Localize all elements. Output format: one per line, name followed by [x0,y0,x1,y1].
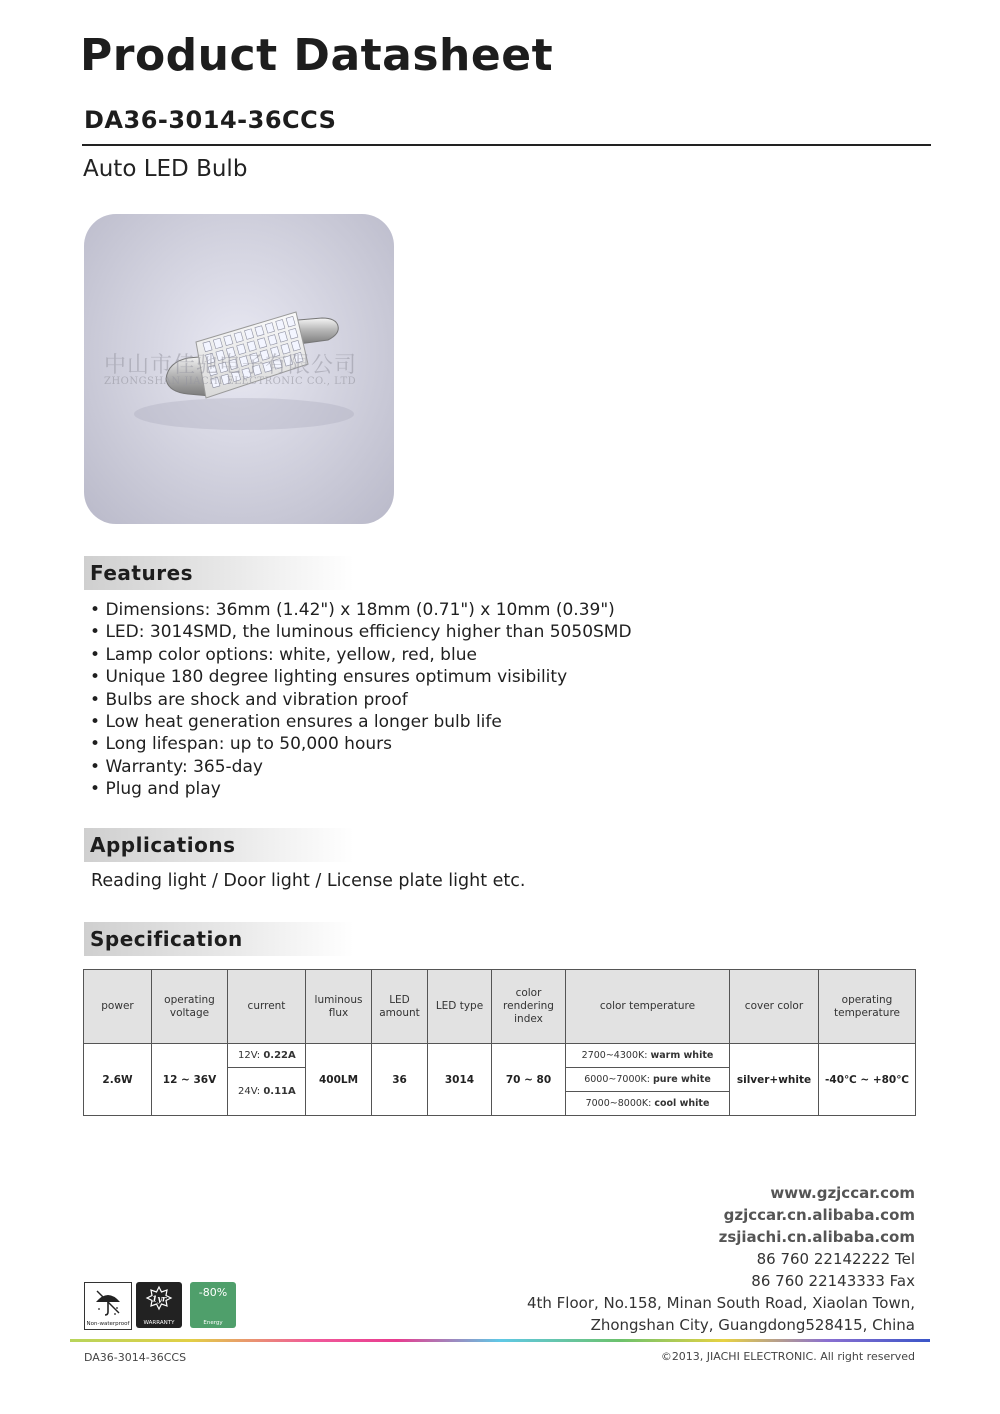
current-24v-value: 0.11A [263,1086,296,1097]
table-header-row [84,970,916,1044]
cell-ct-pure [566,1068,730,1092]
list-item: • Plug and play [90,778,632,800]
watermark-english: ZHONGSHAN JIACHI ELECTRONIC CO., LTD [104,376,357,387]
ct-cool-name: cool white [654,1098,710,1109]
ct-warm-name: warm white [650,1050,714,1061]
header-cover-color: cover color [730,970,819,1044]
specification-section-bar [84,922,354,956]
footer-model: DA36-3014-36CCS [84,1351,187,1364]
features-heading: Features [90,561,194,585]
warranty-year-text: 1yr [151,1293,167,1304]
header-led-type: LED type [428,970,492,1044]
header-power: power [84,970,152,1044]
cell-current-12v [228,1044,306,1068]
cell-power: 2.6W [84,1044,152,1116]
applications-heading: Applications [90,833,236,857]
header-color-temperature: color temperature [566,970,730,1044]
watermark-chinese: 中山市佳驰电子有限公司 [104,353,358,378]
alibaba-link-2[interactable]: zsjiachi.cn.alibaba.com [718,1228,915,1246]
current-12v-value: 0.22A [263,1050,296,1061]
page-title: Product Datasheet [80,30,554,81]
alibaba-link-1[interactable]: gzjccar.cn.alibaba.com [723,1206,915,1224]
address-line-1: 4th Floor, No.158, Minan South Road, Xiaolan Town, [526,1294,915,1312]
energy-value: -80% [198,1286,228,1299]
warranty-badge [136,1282,182,1328]
features-list [90,599,632,801]
non-waterproof-badge [84,1282,132,1330]
specification-table [83,969,916,1116]
header-led-amount: LED amount [372,970,428,1044]
list-item: • Warranty: 365-day [90,756,632,778]
fax-number: 86 760 22143333 Fax [751,1272,915,1290]
ct-pure-name: pure white [653,1074,711,1085]
list-item: • Low heat generation ensures a longer bulb life [90,711,632,733]
specification-heading: Specification [90,927,243,951]
website-link[interactable]: www.gzjccar.com [770,1184,915,1202]
cell-led-type: 3014 [428,1044,492,1116]
ct-cool-range: 7000~8000K: [585,1098,652,1109]
cell-cover-color: silver+white [730,1044,819,1116]
cell-luminous-flux: 400LM [306,1044,372,1116]
non-waterproof-label: Non-waterproof [86,1321,130,1327]
copyright-text: ©2013, JIACHI ELECTRONIC. All right reserved [660,1350,915,1363]
list-item: • Long lifespan: up to 50,000 hours [90,733,632,755]
applications-section-bar [84,828,354,862]
warranty-seal-icon [136,1282,182,1318]
cell-operating-temperature: -40℃ ~ +80℃ [819,1044,916,1116]
list-item: • Dimensions: 36mm (1.42") x 18mm (0.71") x 10mm (0.39") [90,599,632,621]
ct-warm-range: 2700~4300K: [581,1050,648,1061]
header-cri: color rendering index [492,970,566,1044]
current-24v-label: 24V: [238,1086,261,1097]
header-operating-voltage: operating voltage [152,970,228,1044]
warranty-label: WARRANTY [143,1320,175,1326]
list-item: • Bulbs are shock and vibration proof [90,689,632,711]
list-item: • LED: 3014SMD, the luminous efficiency higher than 5050SMD [90,621,632,643]
current-12v-label: 12V: [238,1050,261,1061]
list-item: • Lamp color options: white, yellow, red, blue [90,644,632,666]
list-item: • Unique 180 degree lighting ensures optimum visibility [90,666,632,688]
cell-ct-warm [566,1044,730,1068]
cell-led-amount: 36 [372,1044,428,1116]
cell-current-24v [228,1068,306,1116]
header-current: current [228,970,306,1044]
applications-text: Reading light / Door light / License plate light etc. [91,871,526,891]
address-line-2: Zhongshan City, Guangdong528415, China [590,1316,915,1334]
cell-cri: 70 ~ 80 [492,1044,566,1116]
footer-color-line [70,1339,930,1342]
model-number: DA36-3014-36CCS [84,106,337,134]
tel-number: 86 760 22142222 Tel [756,1250,915,1268]
energy-badge [190,1282,236,1328]
header-operating-temperature: operating temperature [819,970,916,1044]
cell-operating-voltage: 12 ~ 36V [152,1044,228,1116]
cell-ct-cool [566,1092,730,1116]
product-photo [84,214,394,524]
ct-pure-range: 6000~7000K: [584,1074,650,1085]
header-divider [82,144,931,146]
energy-label: Energy [203,1320,223,1326]
header-luminous-flux: luminous flux [306,970,372,1044]
product-subtitle: Auto LED Bulb [83,156,248,182]
features-section-bar [84,556,354,590]
umbrella-icon [85,1283,131,1319]
